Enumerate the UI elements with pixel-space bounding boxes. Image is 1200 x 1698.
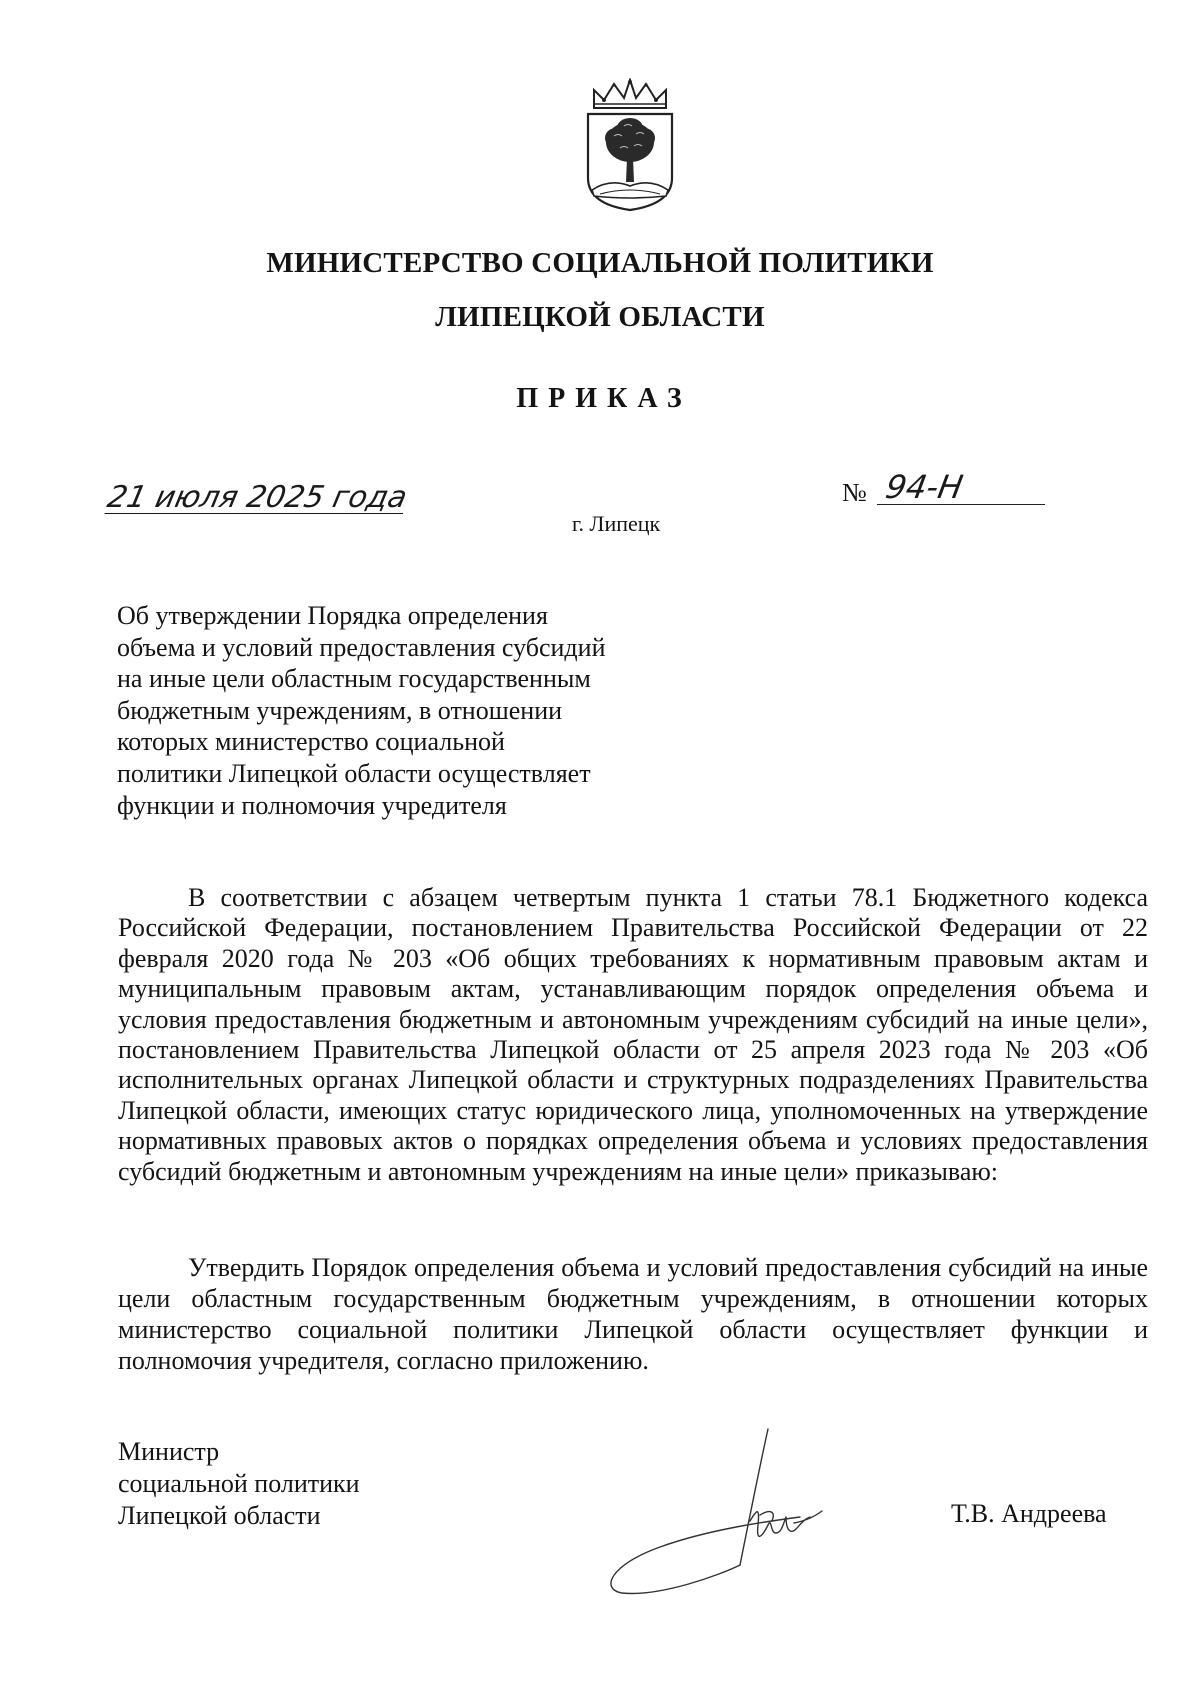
subject-line: на иные цели областным государственным: [117, 664, 591, 694]
order-number-label: №: [842, 478, 867, 507]
order-paragraph: Утвердить Порядок определения объема и условий предоставления субсидий на иные цели областным государственным бюджетным учреждениям, в отношении которых министерство социальной политики Липецкой области осуществляет функции и полномочия учредителя, согласно приложению.: [118, 1253, 1148, 1375]
order-subject: [117, 600, 677, 821]
signer-position: [118, 1436, 360, 1532]
signer-position-line: социальной политики: [118, 1469, 360, 1498]
city-label: г. Липецк: [572, 511, 661, 536]
preamble-paragraph: В соответствии с абзацем четвертым пункта 1 статьи 78.1 Бюджетного кодекса Российской Федерации, постановлением Правительства Российской Федерации от 22 февраля 2020 года № 203 «Об общих требованиях к нормативным правовым актам и муниципальным правовым актам, устанавливающим порядок определения объема и условия предоставления бюджетным и автономным учреждениям субсидий на иные цели», постановлением Правительства Липецкой области от 25 апреля 2023 года № 203 «Об исполнительных органах Липецкой области и структурных подразделениях Правительства Липецкой области, имеющих статус юридического лица, уполномоченных на утверждение нормативных правовых актов о порядках определения объема и условиях предоставления субсидий бюджетным и автономным учреждениям на иные цели» приказываю:: [118, 883, 1148, 1186]
signature-icon: [600, 1425, 880, 1600]
order-number-value: 94-Н: [877, 470, 1051, 505]
subject-line: которых министерство социальной: [117, 727, 505, 757]
document-type-title: ПРИКАЗ: [516, 383, 692, 414]
coat-of-arms-icon: [580, 78, 680, 213]
order-date: 21 июля 2025 года: [104, 480, 411, 515]
subject-line: объема и условий предоставления субсидий: [117, 632, 606, 662]
subject-line: бюджетным учреждениям, в отношении: [117, 695, 563, 725]
subject-line: функции и полномочия учредителя: [117, 790, 507, 820]
signer-name: Т.В. Андреева: [951, 1499, 1107, 1528]
subject-line: политики Липецкой области осуществляет: [117, 758, 591, 788]
signer-position-line: Липецкой области: [118, 1501, 321, 1530]
region-name: ЛИПЕЦКОЙ ОБЛАСТИ: [435, 301, 765, 333]
signer-position-line: Министр: [118, 1437, 220, 1466]
ministry-name: МИНИСТЕРСТВО СОЦИАЛЬНОЙ ПОЛИТИКИ: [266, 247, 934, 279]
subject-line: Об утверждении Порядка определения: [117, 601, 548, 630]
